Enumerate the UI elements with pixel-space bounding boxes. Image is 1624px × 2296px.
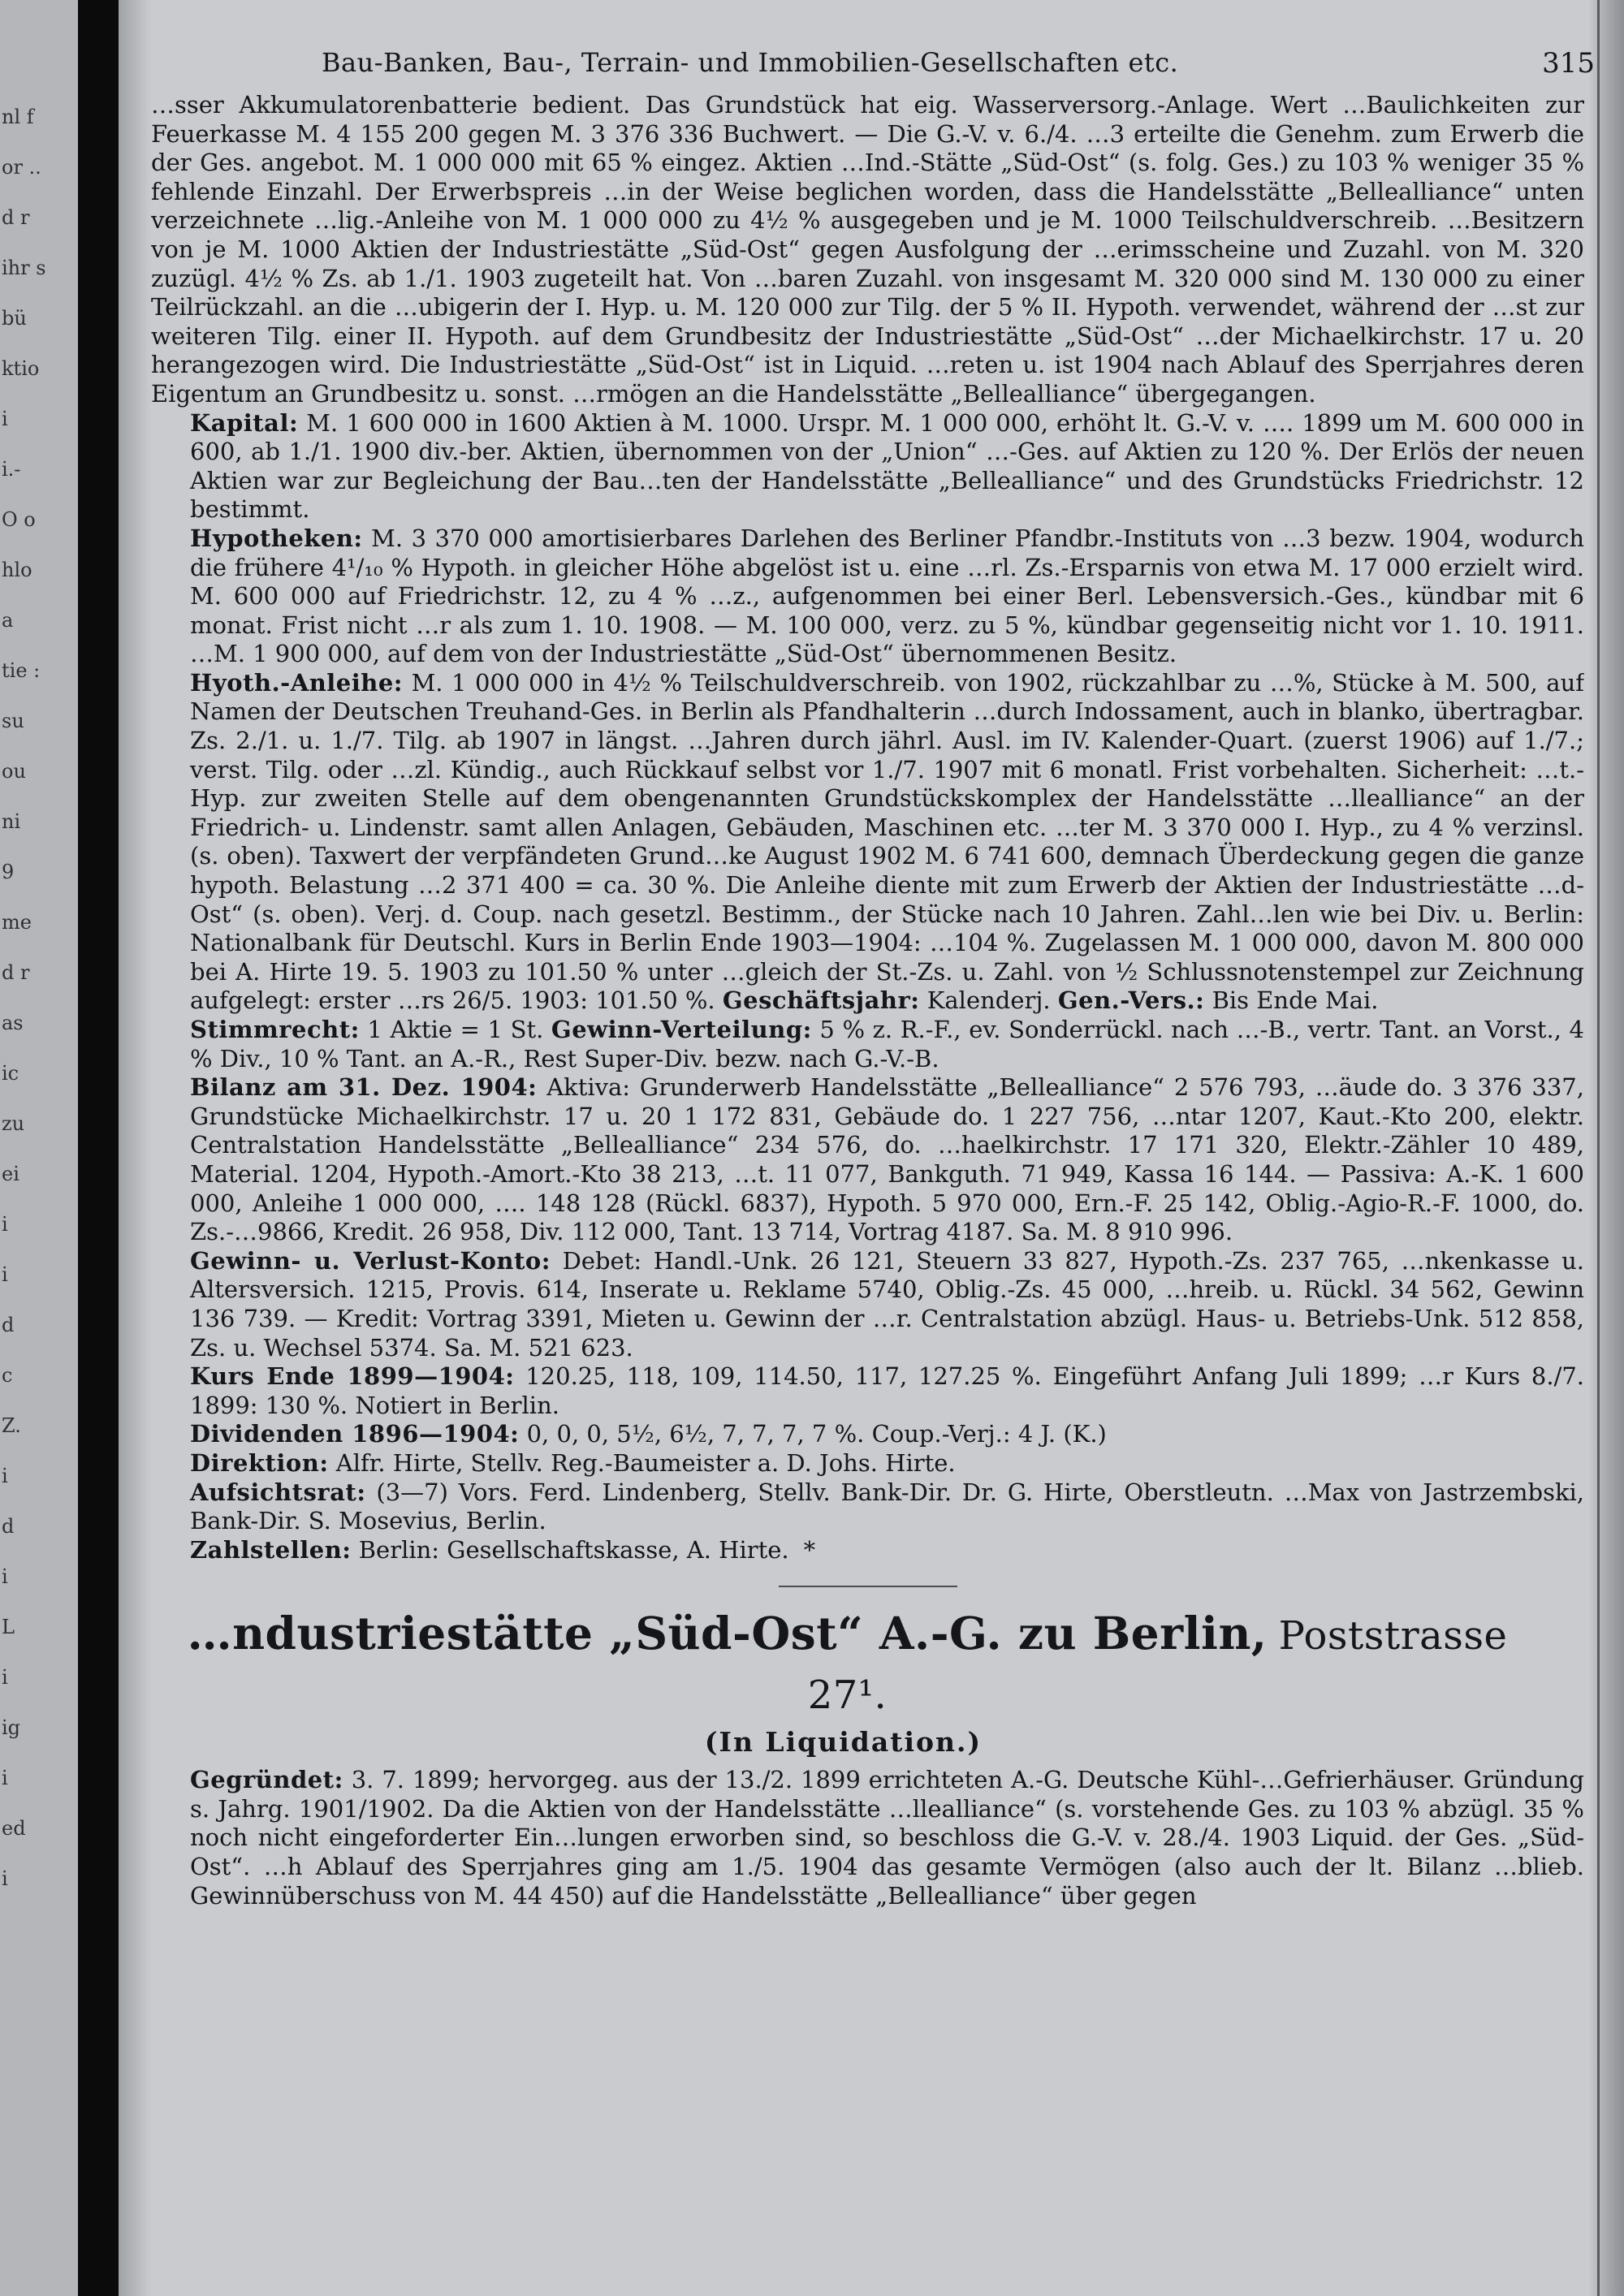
gegruendet-label: Gegründet:	[190, 1766, 343, 1794]
margin-fragment: su	[2, 710, 24, 732]
margin-fragment: i	[2, 1565, 8, 1588]
margin-fragment: O o	[2, 508, 36, 531]
bilanz-text: Aktiva: Grunderwerb Handelsstätte „Bellealliance“ 2 576 793, …äude do. 3 376 337, Grundstücke Michaelkirchstr. 17 u. 20 1 172 831, Gebäude do. 1 227 756, …ntar 1207, Kaut.-Kto 200, elektr. Centralstation Handelsstätte „Bellealliance“ 234 576, do. …haelkirchstr. 17 171 320, Elektr.-Zähler 10 489, Material. 1204, Hypoth.-Amort.-Kto 38 213, …t. 11 077, Bankguth. 71 949, Kassa 16 144. — Passiva: A.-K. 1 600 000, Anleihe 1 000 000, …. 148 128 (Rückl. 6837), Hypoth. 5 970 000, Ern.-F. 25 142, Oblig.-Agio-R.-F. 1000, do. Zs.-…9866, Kredit. 26 958, Div. 112 000, Tant. 13 714, Vortrag 4187. Sa. M. 8 910 996.	[190, 1073, 1584, 1246]
margin-fragment: i	[2, 1867, 8, 1890]
margin-fragment: ou	[2, 760, 26, 783]
geschaeftsjahr-label: Geschäftsjahr:	[722, 986, 920, 1015]
margin-fragment: tie :	[2, 659, 41, 682]
margin-fragment: ig	[2, 1716, 21, 1739]
margin-fragment: ei	[2, 1163, 19, 1185]
book-binding-shadow	[78, 0, 119, 2296]
margin-fragment: i	[2, 1666, 8, 1689]
margin-fragment: d r	[2, 961, 30, 984]
dividenden-label: Dividenden 1896—1904:	[190, 1420, 520, 1448]
entry2-gegruendet	[151, 1766, 1584, 1910]
margin-fragment: hlo	[2, 559, 32, 581]
guv-label: Gewinn- u. Verlust-Konto:	[190, 1246, 551, 1275]
margin-fragment: me	[2, 911, 32, 934]
margin-fragment: Z.	[2, 1414, 21, 1437]
margin-fragment: ed	[2, 1817, 26, 1840]
margin-fragment: or ..	[2, 156, 41, 179]
margin-fragment: d r	[2, 206, 30, 229]
stimmrecht-label: Stimmrecht:	[190, 1016, 360, 1043]
margin-fragment: 9	[2, 861, 15, 883]
entry1-kapital	[151, 409, 1584, 524]
entry1-dividenden	[151, 1420, 1584, 1449]
entry1-kurs	[151, 1362, 1584, 1420]
document-page	[151, 0, 1595, 2296]
gen-vers-text: Bis Ende Mai.	[1212, 986, 1379, 1015]
aufsichtsrat-text: (3—7) Vors. Ferd. Lindenberg, Stellv. Bank-Dir. Dr. G. Hirte, Oberstleutn. …Max von Jastrzembski, Bank-Dir. S. Mosevius, Berlin.	[190, 1478, 1584, 1535]
aufsichtsrat-label: Aufsichtsrat:	[190, 1478, 366, 1506]
direktion-text: Alfr. Hirte, Stellv. Reg.-Baumeister a. D. Johs. Hirte.	[335, 1448, 956, 1477]
margin-fragment: i	[2, 1767, 8, 1789]
company-title	[151, 1605, 1584, 1724]
margin-fragment: ihr s	[2, 257, 46, 279]
kapital-label: Kapital:	[190, 408, 299, 437]
entry1-intro: …sser Akkumulatorenbatterie bedient. Das Grundstück hat eig. Wasserversorg.-Anlage. Wert …Baulichkeiten zur Feuerkasse M. 4 155 200 gegen M. 3 376 336 Buchwert. — Die G.-V. v. 6./4. …3 erteilte die Genehm. zum Erwerb die der Ges. angebot. M. 1 000 000 mit 65 % eingez. Aktien …Ind.-Stätte „Süd-Ost“ (s. folg. Ges.) zu 103 % weniger 35 % fehlende Einzahl. Der Erwerbspreis …in der Weise beglichen worden, dass die Handelsstätte „Bellealliance“ unten verzeichnete …lig.-Anleihe von M. 1 000 000 zu 4½ % ausgegeben und je M. 1000 Teilschuldverschreib. …Besitzern von je M. 1000 Aktien der Industriestätte „Süd-Ost“ gegen Ausfolgung der …erimsscheine und Zuzahl. von M. 320 zuzügl. 4½ % Zs. ab 1./1. 1903 zugeteilt hat. Von …baren Zuzahl. von insgesamt M. 320 000 sind M. 130 000 zu einer Teilrückzahl. an die …ubigerin der I. Hyp. u. M. 120 000 zur Tilg. der 5 % II. Hypoth. verwendet, während der …st zur weiteren Tilg. einer II. Hypoth. auf dem Grundbesitz der Industriestätte „Süd-Ost“ …der Michaelkirchstr. 17 u. 20 herangezogen wird. Die Industriestätte „Süd-Ost“ ist in Liquid. …reten u. ist 1904 nach Ablauf des Sperrjahres deren Eigentum an Grundbesitz u. sonst. …rmögen an die Handelsstätte „Bellealliance“ übergegangen.	[151, 91, 1584, 408]
running-header	[151, 47, 1595, 84]
margin-fragment: i	[2, 1465, 8, 1487]
company-status: (In Liquidation.)	[704, 1726, 983, 1759]
direktion-label: Direktion:	[190, 1448, 329, 1477]
entry1-stimmrecht	[151, 1016, 1584, 1073]
page-body	[151, 91, 1584, 2283]
entry1-anleihe	[151, 669, 1584, 1016]
gen-vers-label: Gen.-Vers.:	[1057, 986, 1205, 1015]
margin-fragment: zu	[2, 1112, 25, 1135]
kurs-text: 120.25, 118, 109, 114.50, 117, 127.25 %. Eingeführt Anfang Juli 1899; …r Kurs 8./7. 1899: 130 %. Notiert in Berlin.	[190, 1362, 1584, 1419]
guv-text: Debet: Handl.-Unk. 26 121, Steuern 33 827, Hypoth.-Zs. 237 765, …nkenkasse u. Altersversich. 1215, Provis. 614, Inserate u. Reklame 5740, Oblig.-Zs. 45 000, …hreib. u. Rückl. 34 562, Gewinn 136 739. — Kredit: Vortrag 3391, Mieten u. Gewinn der …r. Centralstation abzügl. Haus- u. Betriebs-Unk. 512 858, Zs. u. Wechsel 5374. Sa. M. 521 623.	[190, 1246, 1584, 1362]
gegruendet-text: 3. 7. 1899; hervorgeg. aus der 13./2. 1899 errichteten A.-G. Deutsche Kühl-…Gefrierhäuser. Gründung s. Jahrg. 1901/1902. Da die Aktien von der Handelsstätte …llealliance“ (s. vorstehende Ges. zu 103 % abzügl. 35 % noch nicht eingeforderter Ein…lungen erworben sind, so beschloss die G.-V. v. 28./4. 1903 Liquid. der Ges. „Süd-Ost“. …h Ablauf des Sperrjahres ging am 1./5. 1904 das gesamte Vermögen (also auch der lt. Bilanz …blieb. Gewinnüberschuss von M. 44 450) auf die Handelsstätte „Bellealliance“ über gegen	[190, 1766, 1584, 1910]
company-name: …ndustriestätte „Süd-Ost“ A.-G. zu Berlin,	[187, 1607, 1268, 1660]
page-edge-line	[1597, 0, 1600, 2296]
entry1-aufsichtsrat	[151, 1478, 1584, 1536]
kapital-text: M. 1 600 000 in 1600 Aktien à M. 1000. Urspr. M. 1 000 000, erhöht lt. G.-V. v. …. 1899 um M. 600 000 in 600, ab 1./1. 1900 div.-ber. Aktien, übernommen von der „Union“ …-Ges. auf Aktien zu 120 %. Der Erlös der neuen Aktien war zur Begleichung der Bau…ten der Handelsstätte „Bellealliance“ und des Grundstücks Friedrichstr. 12 bestimmt.	[190, 408, 1584, 524]
end-mark: *	[803, 1535, 816, 1564]
margin-fragment: c	[2, 1364, 13, 1387]
adjacent-page-margin	[0, 0, 78, 2296]
bilanz-label: Bilanz am 31. Dez. 1904:	[190, 1073, 538, 1102]
stimmrecht-text: 1 Aktie = 1 St.	[367, 1016, 544, 1043]
running-header-title: Bau-Banken, Bau-, Terrain- und Immobilien-Gesellschaften etc.	[322, 47, 1179, 78]
zahlstellen-label: Zahlstellen:	[190, 1535, 352, 1564]
company-address: Poststrasse 27¹.	[807, 1613, 1508, 1719]
margin-fragment: i.-	[2, 458, 21, 481]
entry1-bilanz	[151, 1073, 1584, 1247]
gewinn-verteilung-label: Gewinn-Verteilung:	[551, 1016, 812, 1043]
margin-fragment: ic	[2, 1062, 19, 1085]
hypotheken-text: M. 3 370 000 amortisierbares Darlehen des Berliner Pfandbr.-Instituts von …3 bezw. 1904, wodurch die frühere 4¹/₁₀ % Hypoth. in gleicher Höhe abgelöst ist u. eine …rl. Zs.-Ersparnis von etwa M. 17 000 erzielt wird. M. 600 000 auf Friedrichstr. 12, zu 4 % …z., aufgenommen bei einer Berl. Lebensversich.-Ges., kündbar mit 6 monat. Frist nicht …r als zum 1. 10. 1908. — M. 100 000, verz. zu 5 %, kündbar gegenseitig nicht vor 1. 10. 1911. …M. 1 900 000, auf dem von der Industriestätte „Süd-Ost“ übernommenen Besitz.	[190, 524, 1584, 668]
entry1-zahlstellen	[151, 1536, 1584, 1565]
entry1-direktion	[151, 1449, 1584, 1478]
zahlstellen-text: Berlin: Gesellschaftskasse, A. Hirte.	[358, 1535, 789, 1564]
dividenden-text: 0, 0, 0, 5½, 6½, 7, 7, 7, 7 %. Coup.-Verj.: 4 J. (K.)	[526, 1420, 1107, 1448]
gutter-shading	[119, 0, 151, 2296]
page-number: 315	[1542, 47, 1595, 80]
gewinn-verteilung-text: 5 % z. R.-F., ev. Sonderrückl. nach …-B., vertr. Tant. an Vorst., 4 % Div., 10 % Tant. an A.-R., Rest Super-Div. bezw. nach G.-V.-B.	[190, 1016, 1584, 1072]
margin-fragment: i	[2, 408, 8, 430]
anleihe-text: M. 1 000 000 in 4½ % Teilschuldverschreib. von 1902, rückzahlbar zu …%, Stücke à M. 500, auf Namen der Deutschen Treuhand-Ges. in Berlin als Pfandhalterin …durch Indossament, auch in blanko, übertragbar. Zs. 2./1. u. 1./7. Tilg. ab 1907 in längst. …Jahren durch jährl. Ausl. im IV. Kalender-Quart. (zuerst 1906) auf 1./7.; verst. Tilg. oder …zl. Kündig., auch Rückkauf selbst vor 1./7. 1907 mit 6 monatl. Frist vorbehalten. Sicherheit: …t.-Hyp. zur zweiten Stelle auf dem obengenannten Grundstückskomplex der Handelsstätte …llealliance“ an der Friedrich- u. Lindenstr. samt allen Anlagen, Gebäuden, Maschinen etc. …ter M. 3 370 000 I. Hyp., zu 4 % verzinsl. (s. oben). Taxwert der verpfändeten Grund…ke August 1902 M. 6 741 600, demnach Überdeckung gegen die ganze hypoth. Belastung …2 371 400 = ca. 30 %. Die Anleihe diente mit zum Erwerb der Aktien der Industriestätte …d-Ost“ (s. oben). Verj. d. Coup. nach gesetzl. Bestimm., der Stücke nach 10 Jahren. Zahl…len wie bei Div. u. Berlin: Nationalbank für Deutschl. Kurs in Berlin Ende 1903—1904: …104 %. Zugelassen M. 1 000 000, davon M. 800 000 bei A. Hirte 19. 5. 1903 zu 101.50 % unter …gleich der St.-Zs. u. Zahl. von ½ Schlussnotenstempel zur Zeichnung aufgelegt: erster …rs 26/5. 1903: 101.50 %.	[190, 668, 1584, 1015]
margin-fragment: a	[2, 609, 14, 632]
entry1-gewinn-verlust	[151, 1247, 1584, 1362]
margin-fragment: i	[2, 1263, 8, 1286]
margin-fragment: bü	[2, 307, 27, 330]
margin-fragment: as	[2, 1012, 24, 1034]
entry-separator-rule	[779, 1586, 957, 1587]
anleihe-label: Hyoth.-Anleihe:	[190, 668, 404, 697]
margin-fragment: L	[2, 1616, 15, 1638]
margin-fragment: ktio	[2, 357, 40, 380]
kurs-label: Kurs Ende 1899—1904:	[190, 1362, 515, 1391]
geschaeftsjahr-text: Kalenderj.	[926, 986, 1051, 1015]
margin-fragment: i	[2, 1213, 8, 1236]
margin-fragment: ni	[2, 810, 21, 833]
page-edge	[1588, 0, 1624, 2296]
margin-fragment: d	[2, 1314, 15, 1336]
margin-fragment: d	[2, 1515, 15, 1538]
hypotheken-label: Hypotheken:	[190, 524, 363, 552]
margin-fragment: nl f	[2, 106, 34, 128]
entry1-hypotheken	[151, 524, 1584, 669]
